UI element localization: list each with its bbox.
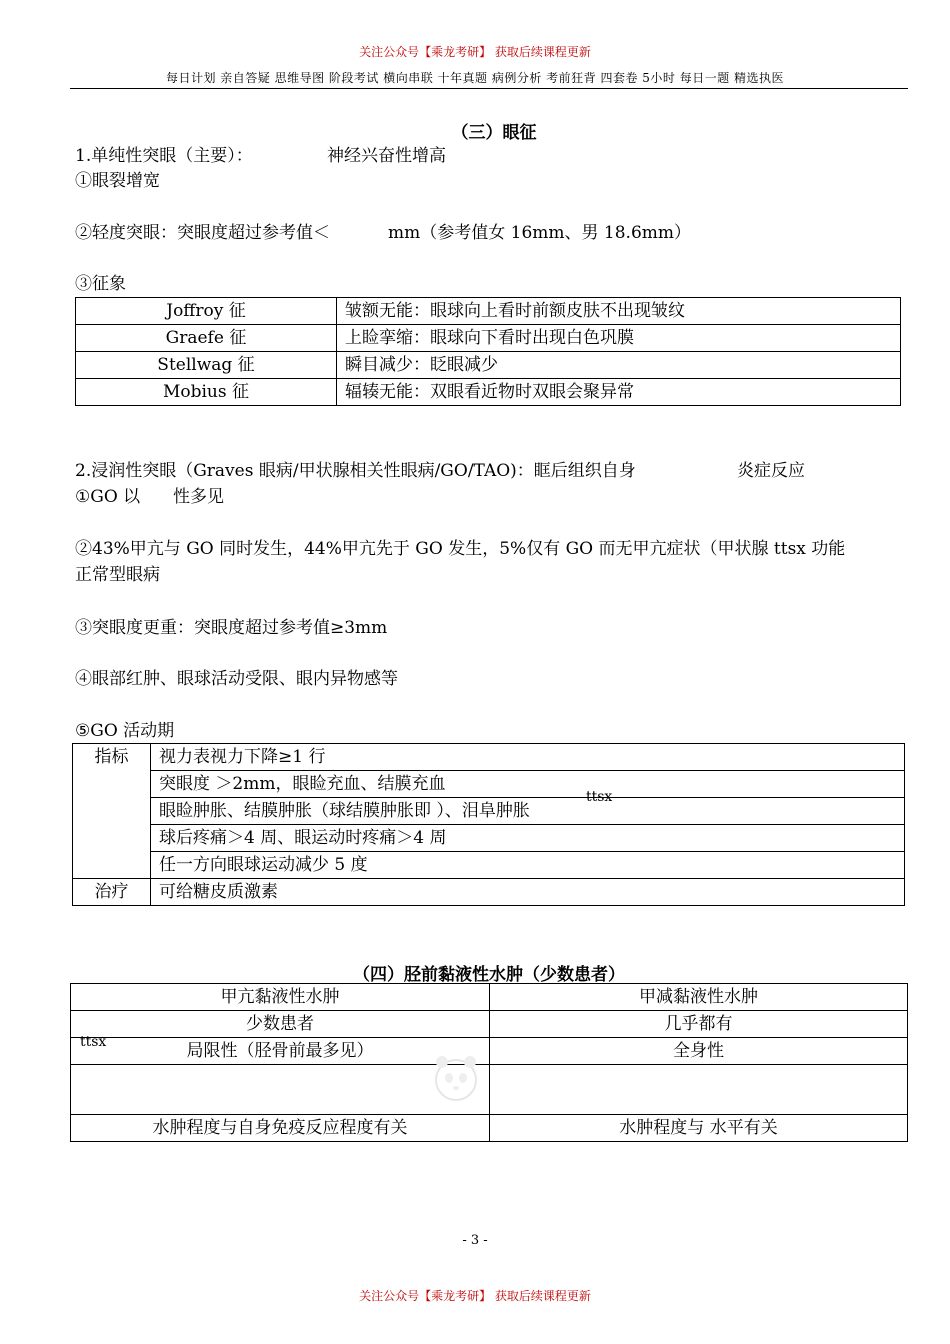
p1-value: 神经兴奋性增高 (327, 146, 446, 166)
table-row (71, 1011, 908, 1038)
table-row (71, 1115, 908, 1142)
table-row (71, 984, 908, 1011)
cell: 全身性 (490, 1038, 908, 1065)
cell: 局限性（胫骨前最多见） (71, 1038, 490, 1065)
header-promo: 关注公众号【乘龙考研】 获取后续课程更新 (359, 45, 591, 59)
table-row (76, 325, 901, 352)
header-divider (70, 88, 908, 89)
cell: 少数患者 (71, 1011, 490, 1038)
activity-treat: 可给糖皮质激素 (151, 879, 905, 906)
cell (490, 1065, 908, 1115)
item2-a: ②轻度突眼：突眼度超过参考值＜ (75, 223, 330, 243)
activity-index-label: 指标 (73, 744, 151, 879)
activity-row: 突眼度 ＞2mm，眼睑充血、结膜充血 (151, 771, 905, 798)
sign-desc: 皱额无能：眼球向上看时前额皮肤不出现皱纹 (337, 298, 901, 325)
sign-name: Joffroy 征 (76, 298, 337, 325)
p2-item2-line2: 正常型眼病 (75, 565, 160, 585)
watermark-text: ttsx (586, 789, 613, 805)
header-menu: 每日计划 亲自答疑 思维导图 阶段考试 横向串联 十年真题 病例分析 考前狂背 四套卷 5小时 每日一题 精选执医 (165, 71, 785, 85)
p2-b: 炎症反应 (737, 461, 805, 481)
table-row (73, 798, 905, 825)
p2-item5: ⑤GO 活动期 (75, 721, 175, 741)
sign-name: Mobius 征 (76, 379, 337, 406)
p2-item2-line1: ②43%甲亢与 GO 同时发生，44%甲亢先于 GO 发生，5%仅有 GO 而无甲亢症状（甲状腺 ttsx 功能 (75, 539, 846, 559)
p1-label: 1.单纯性突眼（主要）： (75, 146, 253, 166)
col-left-header: 甲亢黏液性水肿 (71, 984, 490, 1011)
cell: 水肿程度与 水平有关 (490, 1115, 908, 1142)
table-row (76, 379, 901, 406)
cell (71, 1065, 490, 1115)
sign-name: Graefe 征 (76, 325, 337, 352)
table-row (73, 744, 905, 771)
activity-row: 眼睑肿胀、结膜肿胀（球结膜肿胀即 ）、泪阜肿胀 (151, 798, 905, 825)
item3: ③征象 (75, 274, 126, 294)
table-row (73, 771, 905, 798)
table-row (71, 1065, 908, 1115)
section4-title: （四）胫前黏液性水肿（少数患者） (353, 965, 625, 985)
p2-item1-a: ①GO 以 (75, 487, 141, 507)
activity-treat-label: 治疗 (73, 879, 151, 906)
table-row (76, 352, 901, 379)
table-row (76, 298, 901, 325)
sign-desc: 瞬目减少：眨眼减少 (337, 352, 901, 379)
table-row (73, 852, 905, 879)
edema-table (70, 983, 908, 1142)
sign-desc: 辐辏无能：双眼看近物时双眼会聚异常 (337, 379, 901, 406)
p2-item1-b: 性多见 (173, 487, 224, 507)
activity-table (72, 743, 905, 906)
panda-watermark-icon (428, 1050, 484, 1106)
cell: 几乎都有 (490, 1011, 908, 1038)
signs-table (75, 297, 901, 406)
activity-row: 视力表视力下降≥1 行 (151, 744, 905, 771)
activity-row: 任一方向眼球运动减少 5 度 (151, 852, 905, 879)
item2-b: mm（参考值女 16mm、男 18.6mm） (388, 223, 692, 243)
footer-promo: 关注公众号【乘龙考研】 获取后续课程更新 (359, 1289, 591, 1303)
table-row (71, 1038, 908, 1065)
sign-name: Stellwag 征 (76, 352, 337, 379)
activity-row: 球后疼痛＞4 周、眼运动时疼痛＞4 周 (151, 825, 905, 852)
item1: ①眼裂增宽 (75, 171, 160, 191)
section3-title: （三）眼征 (451, 123, 537, 143)
watermark-text: ttsx (80, 1034, 107, 1050)
page-number: - 3 - (462, 1233, 488, 1248)
p2-a: 2.浸润性突眼（Graves 眼病/甲状腺相关性眼病/GO/TAO)：眶后组织自身 (75, 461, 636, 481)
table-row (73, 825, 905, 852)
p2-item4: ④眼部红肿、眼球活动受限、眼内异物感等 (75, 669, 398, 689)
sign-desc: 上睑挛缩：眼球向下看时出现白色巩膜 (337, 325, 901, 352)
col-right-header: 甲减黏液性水肿 (490, 984, 908, 1011)
cell: 水肿程度与自身免疫反应程度有关 (71, 1115, 490, 1142)
table-row (73, 879, 905, 906)
p2-item3: ③突眼度更重：突眼度超过参考值≥3mm (75, 618, 388, 638)
